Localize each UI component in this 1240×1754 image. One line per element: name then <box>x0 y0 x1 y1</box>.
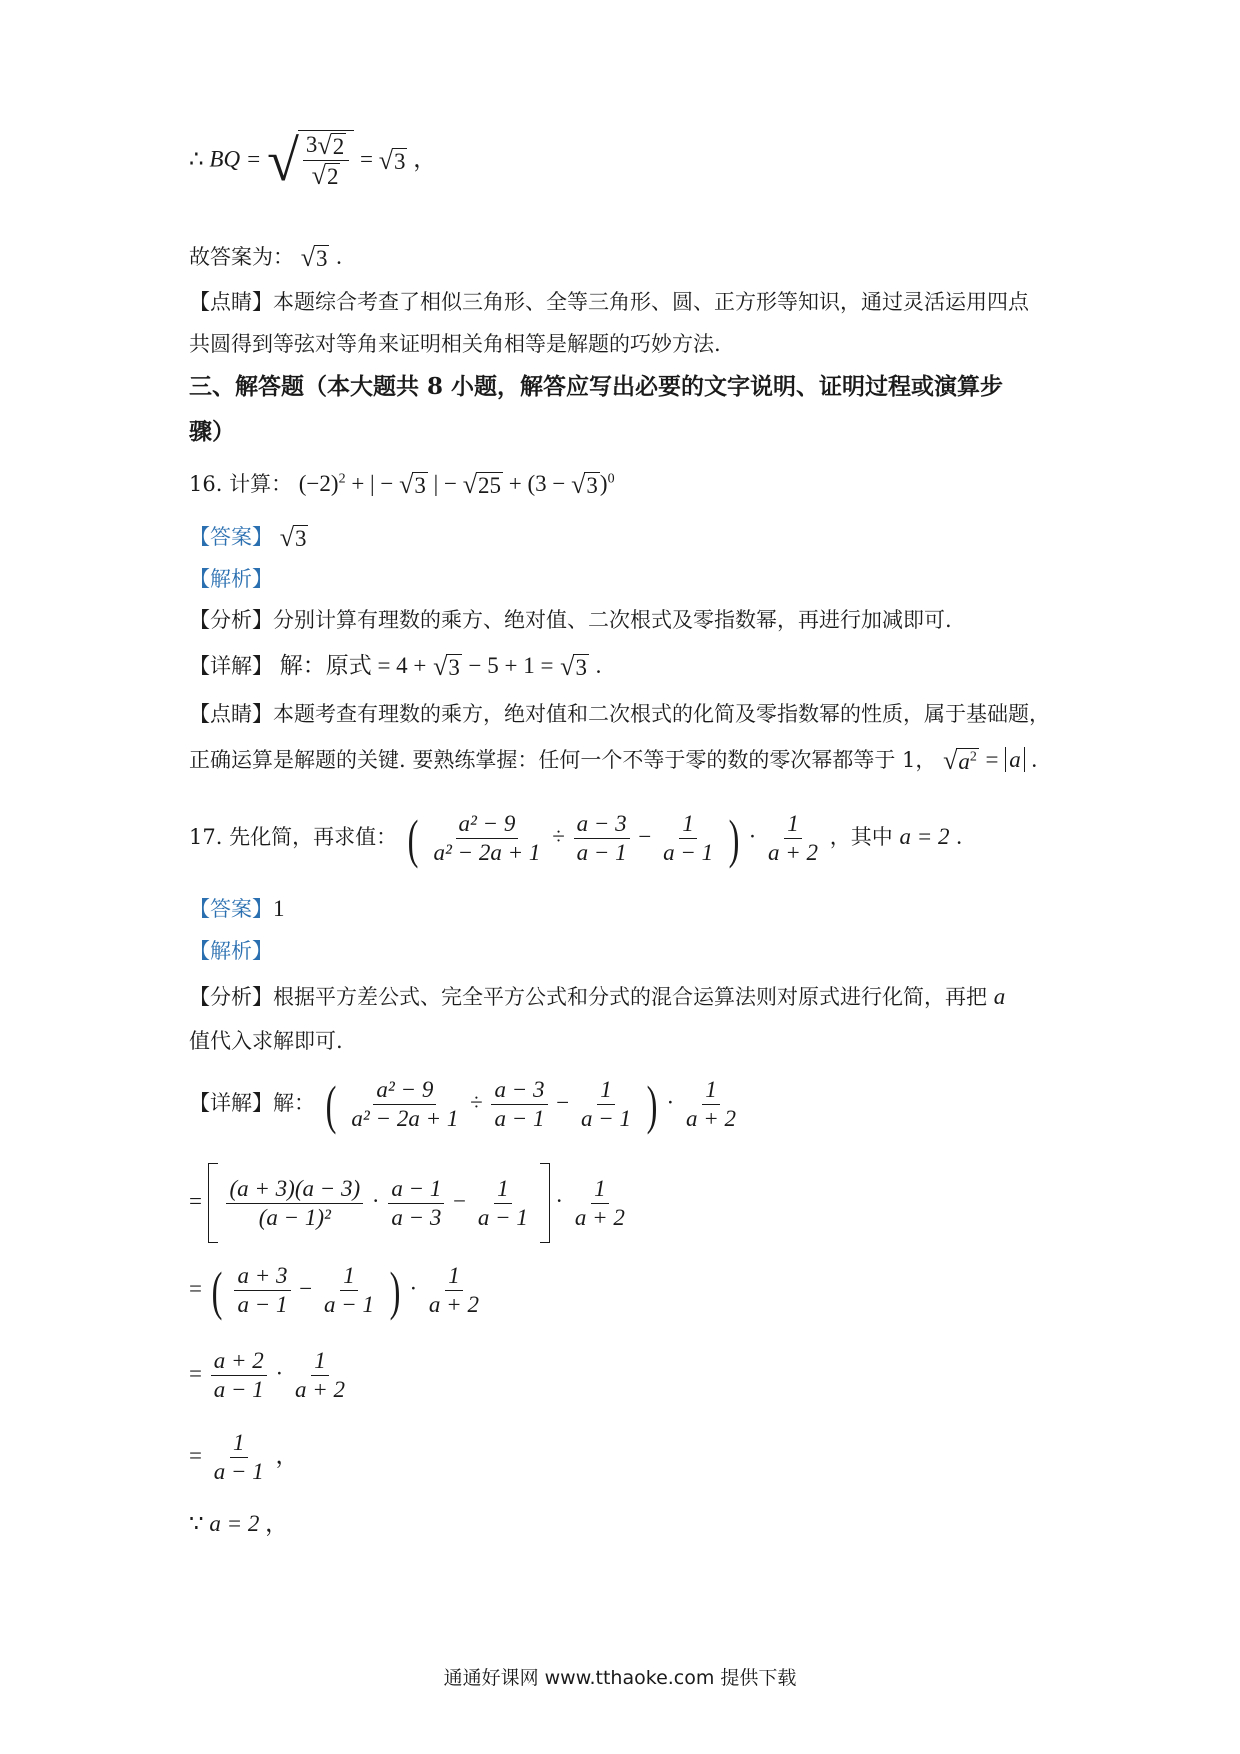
outer-sqrt: √ 3 √ 2 √ 2 <box>267 130 354 192</box>
question-17: 17. 先化简，再求值： ( $\frac{\text{a² − 9}}{\text{a² − 2a + 1}}$ ÷ $\frac{a - 3}{a - 1}$ − $\frac{1}{a - 1}$ ) · $\frac{1}{a + 2}$ ，其中 a = 2 . <box>189 808 962 869</box>
q16-dianjing-1: 【点睛】本题考查有理数的乘方，绝对值和二次根式的化简及零指数幂的性质，属于基础题， <box>189 702 1050 726</box>
q17-fenxi-1: 【分析】根据平方差公式、完全平方公式和分式的混合运算法则对原式进行化简，再把 a <box>189 984 1006 1009</box>
question-16: 16. 计算： $(-2)^2$ + | − √ 3 | − √ 25 + (3 − √ 3 )$^0$ <box>189 470 615 500</box>
q17-step-4: = $\frac{a + 2}{a - 1}$ · $\frac{1}{a + 2}$ <box>189 1348 345 1402</box>
q17-jiexi: 【解析】 <box>189 939 273 963</box>
comment-1-line-1: 【点睛】本题综合考查了相似三角形、全等三角形、圆、正方形等知识，通过灵活运用四点 <box>189 290 1029 314</box>
q17-step-5: = $\frac{1}{a - 1}$ ， <box>189 1430 299 1484</box>
q16-answer: 【答案】 √ 3 <box>189 523 307 552</box>
q16-jiexi: 【解析】 <box>189 567 273 591</box>
q17-step-3: = ( $\frac{a + 3}{a - 1}$ − $\frac{1}{a - 1}$ ) · $\frac{1}{a + 2}$ <box>189 1260 479 1321</box>
q17-step-1: 【详解】解： ( $\frac{\text{a² − 9}}{\text{a² − 2a + 1}}$ ÷ $\frac{a - 3}{a - 1}$ − $\frac{1}{a - 1}$ ) · $\frac{1}{a + 2}$ <box>189 1074 736 1135</box>
q16-dianjing-2: 正确运算是解题的关键. 要熟练掌握：任何一个不等于零的数的零次幂都等于 1， √ $a^2$ = a . <box>189 746 1038 775</box>
q17-fenxi-2: 值代入求解即可. <box>189 1029 343 1053</box>
comment-1-line-2: 共圆得到等弦对等角来证明相关角相等是解题的巧妙方法. <box>189 332 721 356</box>
therefore-symbol: ∴ <box>189 146 204 172</box>
bq-lhs: BQ = <box>209 146 262 172</box>
bq-result-line: ∴ BQ = √ 3 √ 2 √ 2 = √ 3 ， <box>189 128 437 193</box>
q17-answer: 【答案】1 <box>189 896 285 921</box>
sqrt-fraction: 3 √ 2 √ 2 <box>303 131 349 190</box>
q16-xiangjie: 【详解】 解：原式 = 4 + √ 3 − 5 + 1 = √ 3 . <box>189 652 602 681</box>
section-heading: 三、解答题（本大题共 8 小题，解答应写出必要的文字说明、证明过程或演算步 <box>189 373 1004 400</box>
q17-step-2: = $\frac{(a + 3)(a - 3)}{\text{(a − 1)²}}$ · $\frac{a - 1}{a - 3}$ − $\frac{1}{a - 1}$ · $\frac{1}{a + 2}$ <box>189 1163 631 1243</box>
q17-because: ∵ a = 2 ， <box>189 1511 289 1536</box>
section-heading-cont: 骤） <box>189 418 235 445</box>
page-footer: 通通好课网 www.tthaoke.com 提供下载 <box>443 1667 797 1689</box>
q16-fenxi: 【分析】分别计算有理数的乘方、绝对值、二次根式及零指数幂，再进行加减即可. <box>189 608 952 632</box>
answer-line-prev: 故答案为： √ 3 . <box>189 243 342 272</box>
